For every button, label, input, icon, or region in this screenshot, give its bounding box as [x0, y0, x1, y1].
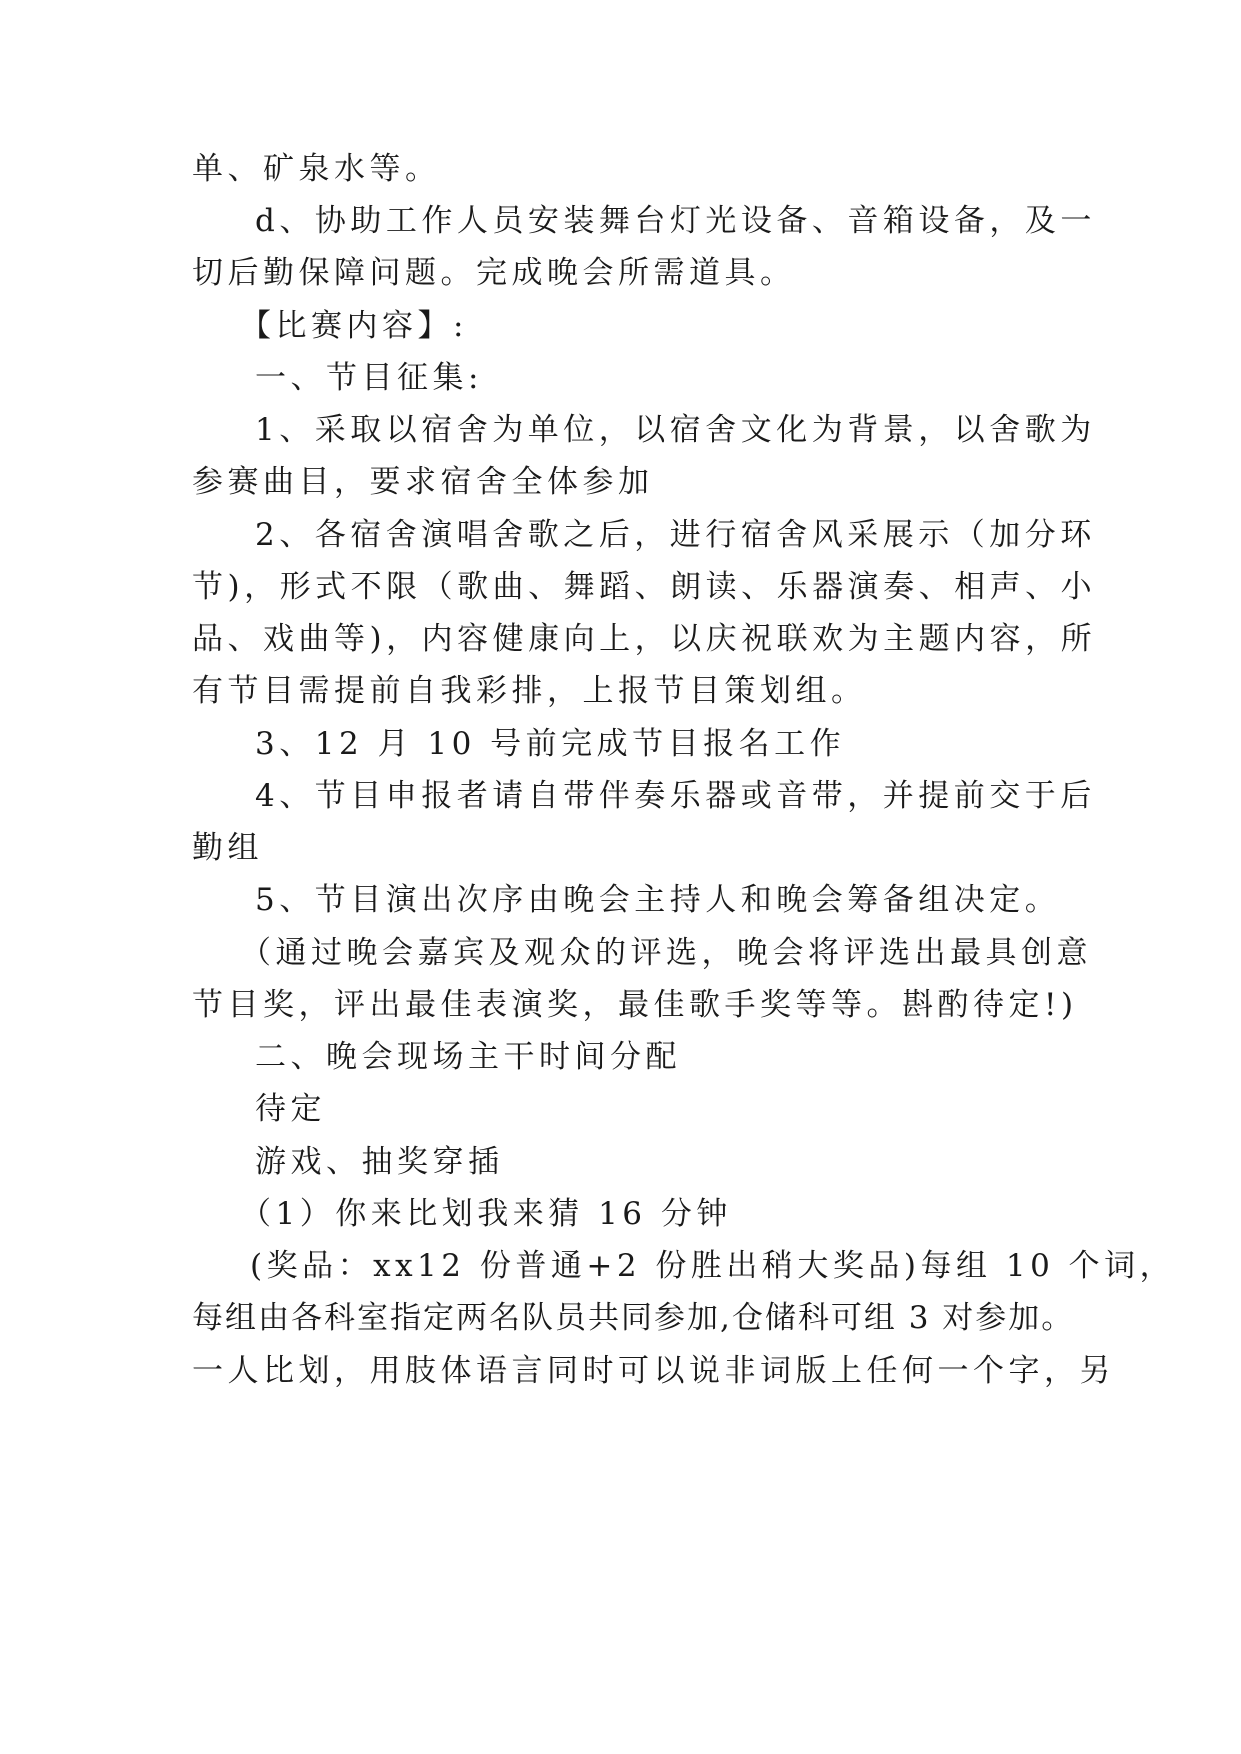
text-line: 参赛曲目，要求宿舍全体参加	[192, 464, 654, 500]
text-line: 节目奖，评出最佳表演奖，最佳歌手奖等等。斟酌待定!)	[192, 987, 1078, 1023]
text-line: 2、各宿舍演唱舍歌之后，进行宿舍风采展示（加分环	[255, 517, 1096, 553]
text-line: 单、矿泉水等。	[192, 151, 441, 187]
text-line: 有节目需提前自我彩排，上报节目策划组。	[192, 673, 867, 709]
text-line: 1、采取以宿舍为单位，以宿舍文化为背景，以舍歌为	[255, 412, 1096, 448]
section-heading: 【比赛内容】:	[240, 308, 468, 344]
text-line: 一人比划，用肢体语言同时可以说非词版上任何一个字，另	[192, 1353, 1115, 1389]
text-line: (奖品：xx12 份普通+2 份胜出稍大奖品)每组 10 个词，	[250, 1248, 1176, 1284]
text-line: 品、戏曲等)，内容健康向上，以庆祝联欢为主题内容，所	[192, 621, 1097, 657]
text-line: 游戏、抽奖穿插	[255, 1144, 504, 1180]
section-heading: 一、节目征集:	[255, 360, 483, 396]
text-line: （1）你来比划我来猜 16 分钟	[240, 1196, 732, 1232]
text-line: 5、节目演出次序由晚会主持人和晚会筹备组决定。	[255, 882, 1061, 918]
text-line: d、协助工作人员安装舞台灯光设备、音箱设备，及一	[255, 203, 1096, 239]
section-heading: 二、晚会现场主干时间分配	[255, 1039, 681, 1075]
text-line: 每组由各科室指定两名队员共同参加,仓储科可组 3 对参加。	[192, 1300, 1075, 1336]
text-line: 4、节目申报者请自带伴奏乐器或音带，并提前交于后	[255, 778, 1096, 814]
text-line: 切后勤保障问题。完成晚会所需道具。	[192, 255, 796, 291]
text-line: 待定	[255, 1091, 326, 1127]
text-line: （通过晚会嘉宾及观众的评选，晚会将评选出最具创意	[240, 935, 1092, 971]
text-line: 节)，形式不限（歌曲、舞蹈、朗读、乐器演奏、相声、小	[192, 569, 1097, 605]
text-line: 3、12 月 10 号前完成节目报名工作	[255, 726, 846, 762]
text-line: 勤组	[192, 830, 263, 866]
